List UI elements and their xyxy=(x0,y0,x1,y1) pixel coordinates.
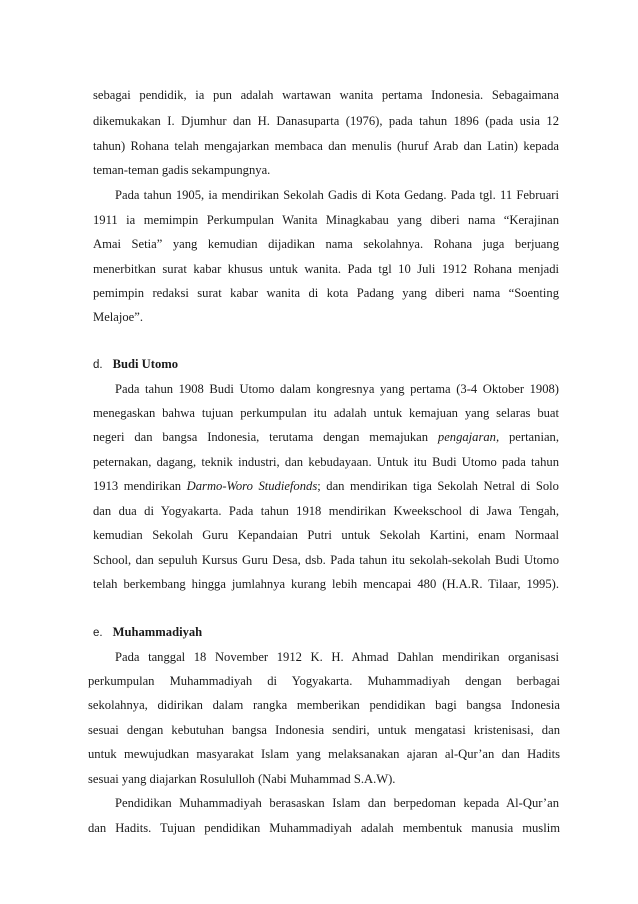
text-line: sesuai dengan kebutuhan bangsa Indonesia sendiri, untuk mengatasi kristenisasi, dan xyxy=(88,723,560,737)
text-line: menerbitkan surat kabar khusus untuk wanita. Pada tgl 10 Juli 1912 Rohana menjadi xyxy=(93,262,559,276)
text-line-italic: negeri dan bangsa Indonesia, terutama dengan memajukan pengajaran, pertanian, xyxy=(93,430,559,444)
text-line: Amai Setia” yang kemudian dijadikan nama sekolahnya. Rohana juga berjuang xyxy=(93,237,559,251)
text-line: Pada tahun 1905, ia mendirikan Sekolah Gadis di Kota Gedang. Pada tgl. 11 Februari xyxy=(115,188,559,202)
section-title: Budi Utomo xyxy=(112,357,179,371)
text-line: Melajoe”. xyxy=(93,310,143,324)
text-line: dan Hadits. Tujuan pendidikan Muhammadiyah adalah membentuk manusia muslim xyxy=(88,821,560,835)
text-line: Pada tahun 1908 Budi Utomo dalam kongresnya yang pertama (3-4 Oktober 1908) xyxy=(115,382,559,396)
text-line: Pendidikan Muhammadiyah berasaskan Islam dan berpedoman kepada Al-Qur’an xyxy=(115,796,559,810)
text-line: sebagai pendidik, ia pun adalah wartawan wanita pertama Indonesia. Sebagaimana xyxy=(93,88,559,102)
text-line: Pada tanggal 18 November 1912 K. H. Ahmad Dahlan mendirikan organisasi xyxy=(115,650,559,664)
text-line: perkumpulan Muhammadiyah di Yogyakarta. Muhammadiyah dengan berbagai xyxy=(88,674,560,688)
section-letter: d. xyxy=(93,359,103,371)
section-letter: e. xyxy=(93,627,103,639)
text-line: dan dua di Yogyakarta. Pada tahun 1918 mendirikan Kweekschool di Jawa Tengah, xyxy=(93,504,559,518)
text-line: pemimpin redaksi surat kabar wanita di kota Padang yang diberi nama “Soenting xyxy=(93,286,559,300)
text-line: teman-teman gadis sekampungnya. xyxy=(93,163,271,177)
text-line: sesuai yang diajarkan Rosululloh (Nabi Muhammad S.A.W). xyxy=(88,772,396,786)
section-title: Muhammadiyah xyxy=(112,625,203,639)
section-heading-budi-utomo xyxy=(93,357,178,372)
section-heading-muhammadiyah xyxy=(93,625,202,640)
text-line: kemudian Sekolah Guru Kepandaian Putri untuk Sekolah Kartini, enam Normaal xyxy=(93,528,559,542)
text-line: menegaskan bahwa tujuan perkumpulan itu adalah untuk kemajuan yang selaras buat xyxy=(93,406,559,420)
text-line: School, dan sepuluh Kursus Guru Desa, dsb. Pada tahun itu sekolah-sekolah Budi Utomo xyxy=(93,553,559,567)
text-line: dikemukakan I. Djumhur dan H. Danasuparta (1976), pada tahun 1896 (pada usia 12 xyxy=(93,114,559,128)
text-line: telah berkembang hingga jumlahnya kurang lebih mencapai 480 (H.A.R. Tilaar, 1995). xyxy=(93,577,559,591)
text-line: 1911 ia memimpin Perkumpulan Wanita Minagkabau yang diberi nama “Kerajinan xyxy=(93,213,559,227)
text-line: tahun) Rohana telah mengajarkan membaca dan menulis (huruf Arab dan Latin) kepada xyxy=(93,139,559,153)
text-line-italic: 1913 mendirikan Darmo-Woro Studiefonds; dan mendirikan tiga Sekolah Netral di Solo xyxy=(93,479,559,493)
text-line: peternakan, dagang, teknik industri, dan kebudayaan. Untuk itu Budi Utomo pada tahun xyxy=(93,455,559,469)
text-line: sekolahnya, didirikan dalam rangka memberikan pendidikan bagi bangsa Indonesia xyxy=(88,698,560,712)
text-line: untuk mewujudkan masyarakat Islam yang melaksanakan ajaran al-Qur’an dan Hadits xyxy=(88,747,560,761)
